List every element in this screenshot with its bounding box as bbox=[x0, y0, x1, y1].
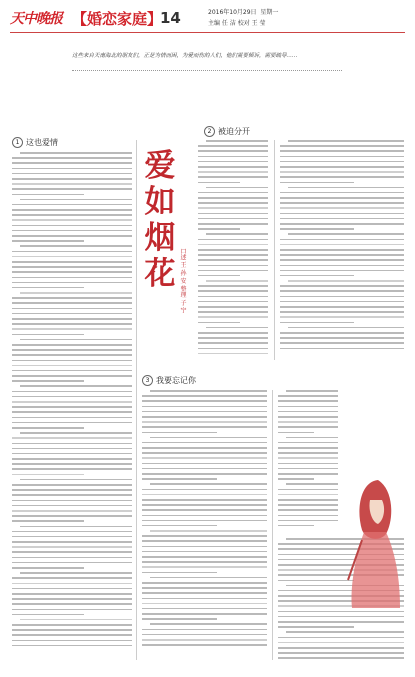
text-line bbox=[12, 536, 132, 538]
text-line bbox=[12, 494, 132, 496]
text-line bbox=[286, 437, 338, 439]
text-line bbox=[142, 489, 267, 491]
text-line bbox=[198, 197, 268, 199]
text-line bbox=[12, 629, 132, 631]
text-line bbox=[142, 452, 267, 454]
text-line bbox=[12, 453, 132, 455]
text-line bbox=[20, 292, 132, 294]
text-line bbox=[198, 249, 268, 251]
text-line bbox=[206, 327, 268, 329]
text-line bbox=[280, 239, 404, 241]
text-line bbox=[198, 176, 268, 178]
text-line bbox=[12, 380, 84, 382]
text-line bbox=[12, 188, 132, 190]
text-line bbox=[12, 261, 132, 263]
text-line bbox=[198, 306, 268, 308]
text-line bbox=[12, 577, 132, 579]
article-column-1 bbox=[12, 152, 132, 650]
text-line bbox=[278, 509, 338, 511]
text-line bbox=[280, 259, 404, 261]
text-line bbox=[206, 187, 268, 189]
text-line bbox=[142, 603, 267, 605]
text-line bbox=[12, 256, 132, 258]
text-line bbox=[12, 484, 132, 486]
text-line bbox=[12, 173, 132, 175]
text-line bbox=[280, 207, 404, 209]
text-line bbox=[12, 365, 132, 367]
text-line bbox=[142, 406, 267, 408]
column-divider bbox=[274, 140, 275, 360]
text-line bbox=[142, 457, 267, 459]
text-line bbox=[198, 296, 268, 298]
article-column-3b bbox=[278, 390, 338, 530]
text-line bbox=[12, 515, 132, 517]
text-line bbox=[198, 156, 268, 158]
text-line bbox=[12, 375, 132, 377]
header-rule bbox=[10, 32, 405, 33]
page-header bbox=[10, 8, 405, 30]
text-line bbox=[142, 494, 267, 496]
text-line bbox=[280, 290, 404, 292]
text-line bbox=[278, 432, 314, 434]
text-line bbox=[12, 562, 132, 564]
text-line bbox=[198, 322, 240, 324]
text-line bbox=[12, 520, 84, 522]
section-title: 这也爱情 bbox=[26, 138, 58, 147]
text-line bbox=[142, 426, 267, 428]
text-line bbox=[12, 219, 132, 221]
text-line bbox=[198, 332, 268, 334]
text-line bbox=[280, 150, 404, 152]
text-line bbox=[150, 437, 267, 439]
text-line bbox=[278, 611, 404, 613]
text-line bbox=[142, 411, 267, 413]
text-line bbox=[198, 192, 268, 194]
text-line bbox=[150, 623, 267, 625]
text-line bbox=[12, 235, 132, 237]
section-title: 被迫分开 bbox=[218, 127, 250, 136]
text-line bbox=[286, 631, 404, 633]
text-line bbox=[12, 287, 84, 289]
text-line bbox=[198, 171, 268, 173]
text-line bbox=[280, 311, 404, 313]
text-line bbox=[12, 168, 132, 170]
text-line bbox=[12, 396, 132, 398]
text-line bbox=[20, 152, 132, 154]
text-line bbox=[12, 448, 132, 450]
text-line bbox=[198, 265, 268, 267]
text-line bbox=[12, 546, 132, 548]
feature-title: 爱如烟花 bbox=[144, 148, 176, 292]
text-line bbox=[198, 337, 268, 339]
text-line bbox=[198, 213, 268, 215]
page-number: 14 bbox=[160, 9, 181, 27]
text-line bbox=[12, 609, 132, 611]
text-line bbox=[142, 572, 217, 574]
text-line bbox=[280, 332, 404, 334]
text-line bbox=[142, 566, 267, 568]
text-line bbox=[12, 344, 132, 346]
text-line bbox=[142, 582, 267, 584]
text-line bbox=[288, 140, 404, 142]
text-line bbox=[12, 277, 132, 279]
text-line bbox=[12, 634, 132, 636]
text-line bbox=[206, 233, 268, 235]
text-line bbox=[12, 282, 132, 284]
text-line bbox=[280, 337, 404, 339]
text-line bbox=[198, 270, 268, 272]
text-line bbox=[280, 254, 404, 256]
text-line bbox=[142, 639, 267, 641]
text-line bbox=[12, 157, 132, 159]
text-line bbox=[280, 197, 404, 199]
text-line bbox=[198, 254, 268, 256]
text-line bbox=[198, 223, 268, 225]
text-line bbox=[12, 271, 132, 273]
text-line bbox=[278, 652, 404, 654]
text-line bbox=[12, 214, 132, 216]
text-line bbox=[280, 213, 404, 215]
editors-line: 主编 任 洁 校对 王 莹 bbox=[208, 20, 266, 27]
text-line bbox=[12, 401, 132, 403]
text-line bbox=[150, 577, 267, 579]
text-line bbox=[198, 145, 268, 147]
text-line bbox=[12, 313, 132, 315]
text-line bbox=[20, 432, 132, 434]
text-line bbox=[142, 556, 267, 558]
column-divider bbox=[272, 390, 273, 660]
text-line bbox=[198, 353, 268, 355]
text-line bbox=[198, 207, 268, 209]
text-line bbox=[12, 458, 132, 460]
text-line bbox=[142, 416, 267, 418]
text-line bbox=[280, 270, 404, 272]
section-number: 2 bbox=[204, 126, 215, 137]
text-line bbox=[12, 505, 132, 507]
text-line bbox=[20, 385, 132, 387]
section-2-heading bbox=[204, 126, 250, 137]
text-line bbox=[280, 192, 404, 194]
text-line bbox=[278, 406, 338, 408]
text-line bbox=[12, 463, 132, 465]
text-line bbox=[20, 245, 132, 247]
article-column-2b bbox=[280, 140, 404, 353]
text-line bbox=[278, 426, 338, 428]
text-line bbox=[20, 479, 132, 481]
byline: 口述 王 孙 安 整理 子 宁 bbox=[179, 248, 186, 314]
text-line bbox=[278, 457, 338, 459]
text-line bbox=[142, 504, 267, 506]
text-line bbox=[12, 323, 132, 325]
text-line bbox=[198, 316, 268, 318]
text-line bbox=[278, 499, 338, 501]
text-line bbox=[12, 328, 132, 330]
text-line bbox=[12, 178, 132, 180]
text-line bbox=[280, 316, 404, 318]
text-line bbox=[278, 637, 404, 639]
text-line bbox=[20, 572, 132, 574]
text-line bbox=[280, 176, 404, 178]
text-line bbox=[278, 416, 338, 418]
text-line bbox=[12, 318, 132, 320]
text-line bbox=[142, 520, 267, 522]
text-line bbox=[142, 468, 267, 470]
text-line bbox=[198, 311, 268, 313]
text-line bbox=[280, 218, 404, 220]
text-line bbox=[12, 230, 132, 232]
text-line bbox=[142, 478, 217, 480]
text-line bbox=[20, 199, 132, 201]
section-title: 我要忘记你 bbox=[156, 376, 196, 385]
text-line bbox=[12, 334, 84, 336]
text-line bbox=[12, 531, 132, 533]
text-line bbox=[198, 218, 268, 220]
text-line bbox=[12, 500, 132, 502]
text-line bbox=[12, 349, 132, 351]
text-line bbox=[142, 535, 267, 537]
section-3-heading bbox=[142, 375, 196, 386]
text-line bbox=[142, 509, 267, 511]
text-line bbox=[278, 520, 338, 522]
text-line bbox=[198, 275, 240, 277]
text-line bbox=[142, 473, 267, 475]
text-line bbox=[12, 308, 132, 310]
text-line bbox=[278, 647, 404, 649]
text-line bbox=[280, 171, 404, 173]
text-line bbox=[278, 463, 338, 465]
text-line bbox=[150, 483, 267, 485]
text-line bbox=[198, 244, 268, 246]
text-line bbox=[288, 280, 404, 282]
column-divider bbox=[136, 140, 137, 660]
text-line bbox=[280, 145, 404, 147]
text-line bbox=[12, 640, 132, 642]
newspaper-logo: 天中晚报 bbox=[10, 11, 62, 27]
text-line bbox=[142, 629, 267, 631]
text-line bbox=[278, 626, 354, 628]
text-line bbox=[12, 583, 132, 585]
text-line bbox=[12, 437, 132, 439]
text-line bbox=[280, 348, 404, 350]
text-line bbox=[12, 302, 132, 304]
text-line bbox=[278, 447, 338, 449]
text-line bbox=[280, 156, 404, 158]
text-line bbox=[142, 561, 267, 563]
text-line bbox=[288, 327, 404, 329]
text-line bbox=[280, 223, 404, 225]
woman-illustration bbox=[340, 470, 410, 610]
text-line bbox=[280, 342, 404, 344]
text-line bbox=[12, 443, 132, 445]
text-line bbox=[286, 483, 338, 485]
text-line bbox=[278, 515, 338, 517]
text-line bbox=[12, 240, 84, 242]
text-line bbox=[142, 592, 267, 594]
text-line bbox=[12, 251, 132, 253]
text-line bbox=[12, 360, 132, 362]
text-line bbox=[142, 525, 217, 527]
text-line bbox=[142, 515, 267, 517]
text-line bbox=[278, 473, 338, 475]
text-line bbox=[278, 442, 338, 444]
text-line bbox=[206, 280, 268, 282]
text-line bbox=[198, 161, 268, 163]
text-line bbox=[280, 265, 404, 267]
section-number: 3 bbox=[142, 375, 153, 386]
text-line bbox=[12, 557, 132, 559]
text-line bbox=[142, 634, 267, 636]
text-line bbox=[288, 233, 404, 235]
text-line bbox=[198, 301, 268, 303]
text-line bbox=[12, 541, 132, 543]
text-line bbox=[12, 593, 132, 595]
intro-text: 这些来自天南海北的朋友们，正是为情而困，为爱而伤的人们，他们需要倾诉，需要疏导…… bbox=[72, 53, 298, 59]
text-line bbox=[278, 621, 404, 623]
text-line bbox=[12, 204, 132, 206]
text-line bbox=[278, 452, 338, 454]
section-number: 1 bbox=[12, 137, 23, 148]
text-line bbox=[12, 510, 132, 512]
text-line bbox=[12, 588, 132, 590]
text-line bbox=[198, 285, 268, 287]
text-line bbox=[142, 432, 217, 434]
text-line bbox=[142, 618, 217, 620]
text-line bbox=[280, 285, 404, 287]
text-line bbox=[12, 489, 132, 491]
text-line bbox=[198, 150, 268, 152]
text-line bbox=[12, 266, 132, 268]
text-line bbox=[12, 427, 84, 429]
text-line bbox=[278, 504, 338, 506]
text-line bbox=[12, 411, 132, 413]
text-line bbox=[12, 422, 132, 424]
text-line bbox=[142, 644, 267, 646]
text-line bbox=[12, 194, 84, 196]
text-line bbox=[150, 530, 267, 532]
text-line bbox=[12, 645, 132, 647]
text-line bbox=[142, 598, 267, 600]
text-line bbox=[198, 348, 268, 350]
text-line bbox=[142, 463, 267, 465]
text-line bbox=[12, 225, 132, 227]
text-line bbox=[206, 140, 268, 142]
text-line bbox=[198, 202, 268, 204]
text-line bbox=[280, 202, 404, 204]
text-line bbox=[142, 551, 267, 553]
text-line bbox=[278, 494, 338, 496]
text-line bbox=[288, 187, 404, 189]
text-line bbox=[12, 354, 132, 356]
text-line bbox=[12, 391, 132, 393]
text-line bbox=[12, 598, 132, 600]
text-line bbox=[278, 400, 338, 402]
text-line bbox=[12, 162, 132, 164]
text-line bbox=[280, 301, 404, 303]
text-line bbox=[12, 370, 132, 372]
section-1-heading bbox=[12, 137, 58, 148]
text-line bbox=[142, 499, 267, 501]
text-line bbox=[12, 417, 132, 419]
text-line bbox=[280, 182, 354, 184]
text-line bbox=[142, 540, 267, 542]
article-column-2a bbox=[198, 140, 268, 358]
text-line bbox=[12, 406, 132, 408]
text-line bbox=[142, 546, 267, 548]
text-line bbox=[278, 489, 338, 491]
text-line bbox=[278, 525, 314, 527]
text-line bbox=[20, 619, 132, 621]
date-line: 2016年10月29日 星期一 bbox=[208, 9, 279, 16]
text-line bbox=[20, 526, 132, 528]
section-name: 【婚恋家庭】 bbox=[72, 10, 163, 28]
text-line bbox=[12, 468, 132, 470]
text-line bbox=[142, 613, 267, 615]
text-line bbox=[198, 228, 240, 230]
text-line bbox=[280, 249, 404, 251]
text-line bbox=[280, 161, 404, 163]
text-line bbox=[12, 183, 132, 185]
text-line bbox=[12, 603, 132, 605]
text-line bbox=[280, 322, 354, 324]
text-line bbox=[12, 567, 84, 569]
text-line bbox=[278, 468, 338, 470]
text-line bbox=[198, 290, 268, 292]
text-line bbox=[142, 587, 267, 589]
text-line bbox=[198, 342, 268, 344]
text-line bbox=[142, 421, 267, 423]
text-line bbox=[278, 478, 314, 480]
text-line bbox=[198, 259, 268, 261]
text-line bbox=[12, 474, 84, 476]
text-line bbox=[198, 166, 268, 168]
text-line bbox=[278, 657, 404, 659]
text-line bbox=[280, 228, 354, 230]
text-line bbox=[12, 551, 132, 553]
text-line bbox=[142, 447, 267, 449]
intro-divider bbox=[72, 70, 342, 71]
text-line bbox=[280, 296, 404, 298]
text-line bbox=[280, 275, 354, 277]
text-line bbox=[278, 421, 338, 423]
text-line bbox=[142, 395, 267, 397]
text-line bbox=[142, 608, 267, 610]
text-line bbox=[278, 642, 404, 644]
text-line bbox=[286, 390, 338, 392]
text-line bbox=[142, 400, 267, 402]
article-column-3a bbox=[142, 390, 267, 649]
text-line bbox=[12, 209, 132, 211]
text-line bbox=[278, 411, 338, 413]
text-line bbox=[12, 624, 132, 626]
text-line bbox=[12, 614, 84, 616]
text-line bbox=[280, 306, 404, 308]
text-line bbox=[280, 244, 404, 246]
text-line bbox=[20, 339, 132, 341]
text-line bbox=[278, 395, 338, 397]
text-line bbox=[12, 297, 132, 299]
text-line bbox=[278, 616, 404, 618]
text-line bbox=[142, 442, 267, 444]
text-line bbox=[150, 390, 267, 392]
text-line bbox=[198, 239, 268, 241]
text-line bbox=[198, 182, 240, 184]
text-line bbox=[280, 166, 404, 168]
